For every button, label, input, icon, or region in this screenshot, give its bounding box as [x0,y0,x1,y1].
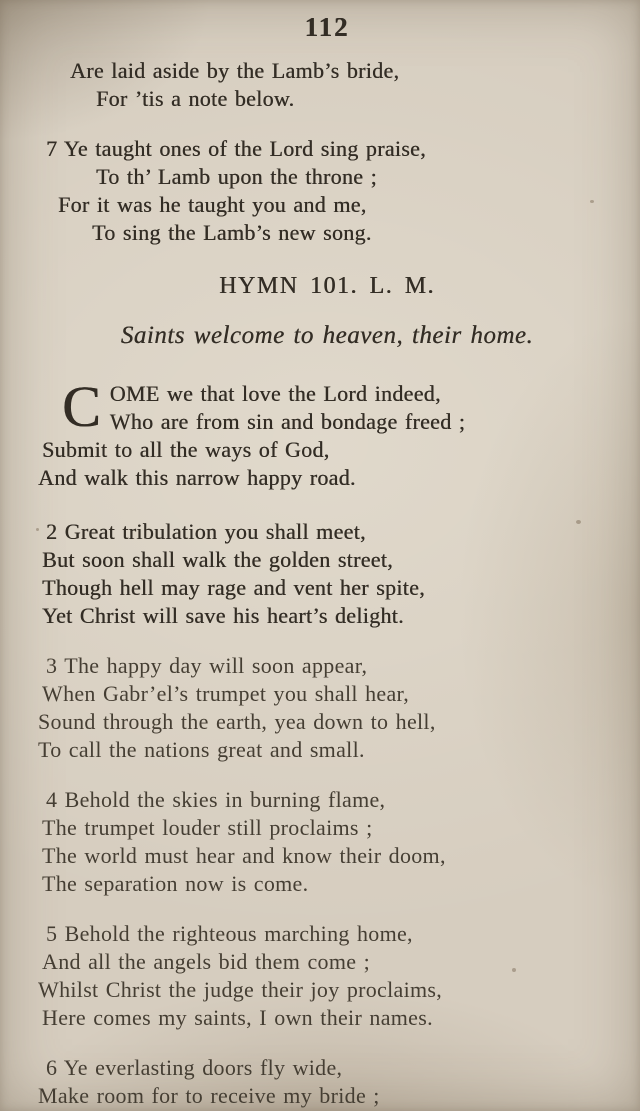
hymn101-verse-3 [38,652,592,764]
verse-line: Make room for to receive my bride ; [38,1083,380,1108]
verse-line: Yet Christ will save his heart’s delight. [42,603,404,628]
verse-line: Sound through the earth, yea down to hell, [38,709,436,734]
verse-line: For ’tis a note below. [96,86,295,111]
verse-line: But soon shall walk the golden street, [42,547,393,572]
hymn-heading: HYMN 101. L. M. [219,273,435,299]
hymn-title: Saints welcome to heaven, their home. [120,322,534,349]
prev-hymn-verse-7 [46,135,592,247]
paper-speck [36,528,39,531]
hymn101-verse-2 [42,518,592,630]
dropcap-letter: C [62,374,101,439]
hymn101-verse-1 [38,374,592,492]
verse-line: To th’ Lamb upon the throne ; [96,164,377,189]
verse-line: 7 Ye taught ones of the Lord sing praise, [46,136,426,161]
verse-line: The world must hear and know their doom, [42,843,446,868]
paper-speck [576,520,581,524]
verse-line: 4 Behold the skies in burning flame, [46,787,386,812]
verse-line: OME we that love the Lord indeed, [109,381,441,406]
verse-line: Are laid aside by the Lamb’s bride, [70,58,400,83]
verse-line: Though hell may rage and vent her spite, [42,575,425,600]
verse-line: And walk this narrow happy road. [38,465,356,490]
verse-line: Submit to all the ways of God, [42,437,330,462]
verse-line: To sing the Lamb’s new song. [92,220,372,245]
verse-line: 6 Ye everlasting doors fly wide, [46,1055,343,1080]
verse-line: Here comes my saints, I own their names. [42,1005,433,1030]
verse-line: 5 Behold the righteous marching home, [46,921,413,946]
hymn101-verse-6 [38,1054,592,1110]
verse-line: 3 The happy day will soon appear, [46,653,368,678]
verse-line: For it was he taught you and me, [58,192,367,217]
verse-line: Who are from sin and bondage freed ; [109,409,466,434]
verse-line: The trumpet louder still proclaims ; [42,815,373,840]
page-number: 112 [304,12,350,42]
verse-line: The separation now is come. [42,871,309,896]
verse-line: When Gabr’el’s trumpet you shall hear, [42,681,410,706]
verse-line: Whilst Christ the judge their joy proclaims, [38,977,443,1002]
hymn101-verse-5 [38,920,592,1032]
paper-speck [590,200,594,203]
verse-line: And all the angels bid them come ; [42,949,371,974]
verse-line: 2 Great tribulation you shall meet, [46,519,366,544]
hymn101-verse-4 [42,786,592,898]
prev-hymn-final-couplet [62,57,592,113]
verse-line: To call the nations great and small. [38,737,365,762]
